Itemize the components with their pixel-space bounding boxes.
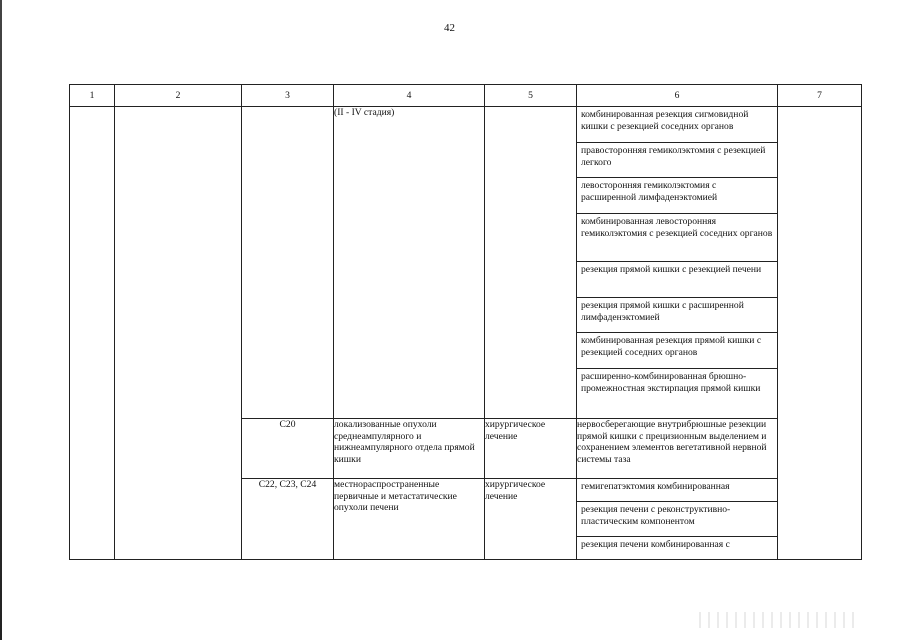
method-item: правосторонняя гемиколэктомия с резекцией легкого: [577, 143, 777, 178]
method-item: резекция прямой кишки с резекцией печени: [577, 262, 777, 298]
method-cell: нервосберегающие внутрибрюшные резекции прямой кишки с прецизионным выделением и сохранением элементов вегетативной нервной системы таза: [577, 419, 778, 479]
method-item: резекция печени комбинированная с: [581, 539, 730, 550]
treatment-cell: хирургическое лечение: [485, 479, 577, 560]
table-row: [70, 107, 862, 419]
method-item: комбинированная левосторонняя гемиколэктомия с резекцией соседних органов: [577, 214, 777, 262]
code-cell: C22, C23, C24: [242, 479, 334, 560]
scan-left-edge: [0, 0, 2, 640]
method-item: резекция прямой кишки с расширенной лимфаденэктомией: [577, 298, 777, 333]
treatment-cell: [485, 107, 577, 419]
column-header: 5: [485, 85, 577, 107]
code-cell: [242, 107, 334, 419]
condition-cell: местнораспространенные первичные и метастатические опухоли печени: [334, 479, 485, 560]
col7-cell: [778, 107, 862, 560]
column-header: 2: [115, 85, 242, 107]
page-number: 42: [444, 22, 455, 34]
method-item: гемигепатэктомия комбинированная: [577, 479, 777, 502]
methods-cell: [577, 107, 778, 419]
condition-cell: (II - IV стадия): [334, 107, 485, 419]
column-header: 4: [334, 85, 485, 107]
method-item: комбинированная резекция сигмовидной кишки с резекцией соседних органов: [577, 107, 777, 143]
condition-cell: локализованные опухоли среднеампулярного и нижнеампулярного отдела прямой кишки: [334, 419, 485, 479]
column-header: 1: [70, 85, 115, 107]
method-item: резекция печени с реконструктивно-пластическим компонентом: [577, 502, 777, 537]
methods-list: [577, 107, 777, 418]
table-header-row: [70, 85, 862, 107]
method-item: расширенно-комбинированная брюшно-промежностная экстирпация прямой кишки: [581, 371, 761, 394]
method-item: левосторонняя гемиколэктомия с расширенной лимфаденэктомией: [577, 178, 777, 214]
code-cell: C20: [242, 419, 334, 479]
column-header: 3: [242, 85, 334, 107]
method-item: комбинированная резекция прямой кишки с резекцией соседних органов: [577, 333, 777, 369]
procedures-table: [69, 84, 862, 560]
treatment-cell: хирургическое лечение: [485, 419, 577, 479]
methods-list: [577, 479, 777, 559]
methods-cell: [577, 479, 778, 560]
col1-cell: [70, 107, 115, 560]
column-header: 6: [577, 85, 778, 107]
col2-cell: [115, 107, 242, 560]
column-header: 7: [778, 85, 862, 107]
scan-artifact: [699, 612, 859, 628]
